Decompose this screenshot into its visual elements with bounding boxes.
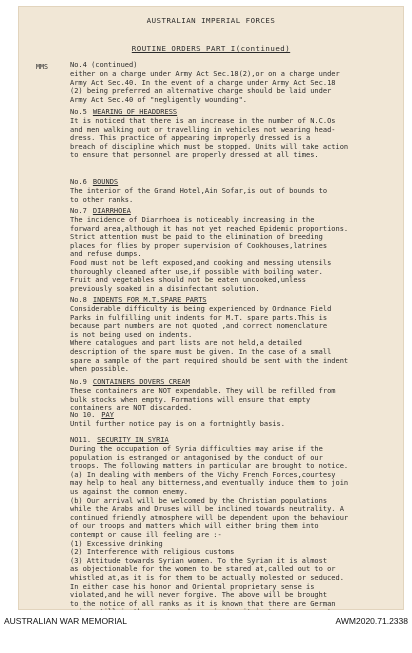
text-line: places for flies by proper supervision of Cookhouses,latrines: [70, 241, 328, 250]
caption-bar: [0, 612, 412, 632]
text-line: Considerable difficulty is being experienced by Ordnance Field: [70, 305, 332, 313]
text-line: previously soaked in a disinfectant solution.: [70, 284, 260, 293]
section-title: BOUNDS: [92, 178, 119, 186]
text-line: Parks in fulfilling unit indents for M.T. spare parts.This is: [70, 313, 328, 322]
document-page: [18, 6, 404, 610]
text-line: when possible.: [70, 365, 130, 374]
text-line: (a) In dealing with members of the Vichy French Forces,courtesy: [70, 470, 336, 479]
section-number: No.9: [70, 378, 87, 386]
text-line: to ensure that personnel are properly dressed at all times.: [70, 151, 319, 160]
text-line: spare a sample of the part required should be sent with the indent: [70, 356, 349, 365]
text-line: (2) Interference with religious customs: [70, 548, 235, 557]
text-line: dress. This practice of appearing improperly dressed is a: [70, 134, 311, 143]
section-heading: [70, 378, 190, 386]
text-line: to other ranks.: [70, 195, 134, 204]
text-line: as objectionable for the women to be stared at,called out to or: [70, 565, 336, 574]
section-number: No.4 (continued): [70, 61, 138, 69]
text-line: The incidence of Diarrhoea is noticeably increasing in the: [70, 216, 315, 224]
text-line: Army Act Sec.40. In the event of a charge under Army Act Sec.18: [70, 78, 336, 87]
section-heading: [70, 207, 131, 215]
section-heading: [70, 178, 118, 186]
text-line: During the occupation of Syria difficulties may arise if the: [70, 445, 323, 453]
section-heading: [70, 61, 137, 69]
section-number: No.7: [70, 207, 87, 215]
text-line: whistled at,as it is for them to be actually molested or seduced.: [70, 574, 344, 582]
section-title: DIARRHOEA: [92, 207, 131, 215]
text-line: continued friendly atmosphere will be dependent upon the behaviour: [70, 513, 349, 522]
text-line: Food must not be left exposed,and cooking and messing utensils: [70, 259, 332, 267]
text-line: and men walking out or travelling in vehicles not wearing head-: [70, 125, 336, 134]
section-title: SECURITY IN SYRIA: [97, 436, 169, 444]
section-heading: [70, 436, 169, 444]
text-line: The interior of the Grand Hotel,Ain Sofar,is out of bounds to: [70, 187, 328, 195]
section-number: No 10.: [70, 411, 96, 419]
caption-accession-number: AWM2020.71.2338: [335, 616, 408, 626]
text-line: population is estranged or antagonised by the conduct of our: [70, 453, 323, 462]
text-line: (3) Attitude towards Syrian women. To the Syrian it is almost: [70, 556, 328, 565]
section-number: No.5: [70, 108, 87, 116]
section-number: No.8: [70, 296, 87, 304]
text-line: is not being used on indents.: [70, 330, 193, 339]
section-number: NO11.: [70, 436, 92, 444]
section-number: No.6: [70, 178, 87, 186]
text-line: may help to heal any bitterness,and eventually induce them to join: [70, 479, 349, 488]
text-line: In either case his honor and Oriental proprietary sense is: [70, 582, 315, 591]
text-line: us against the common enemy.: [70, 488, 189, 496]
text-line: bulk stocks when empty. Formations will ensure that empty: [70, 395, 311, 404]
text-line: to the notice of all ranks as it is known that there are German: [70, 599, 336, 608]
text-line: troops. The following matters in particular are brought to notice.: [70, 462, 349, 471]
text-line: contempt or cause ill feeling are :-: [70, 531, 222, 539]
document-header: AUSTRALIAN IMPERIAL FORCES: [146, 16, 276, 25]
section-heading: [70, 411, 114, 419]
text-line: It is noticed that there is an increase in the number of N.C.Os: [70, 117, 336, 125]
section-heading: [70, 108, 177, 116]
text-line: either on a charge under Army Act Sec.18(2),or on a charge under: [70, 70, 340, 78]
section-title: CONTAINERS DOVERS CREAM: [92, 378, 190, 386]
text-line: while the Arabs and Druses will be inclined towards neutrality. A: [70, 505, 344, 514]
text-line: Fruit and vegetables should not be eaten uncooked,unless: [70, 276, 307, 285]
text-line: (b) Our arrival will be welcomed by the Christian populations: [70, 496, 328, 505]
text-line: [70, 608, 344, 610]
text-line: thoroughly cleaned after use,if possible with boiling water.: [70, 267, 323, 276]
text-line: Until further notice pay is on a fortnightly basis.: [70, 420, 285, 428]
text-line: violated,and he will never forgive. The above will be brought: [70, 591, 328, 600]
section-heading: [70, 296, 207, 304]
text-line: (2) being preferred an alternative charge should be laid under: [70, 87, 332, 96]
text-line: of our troops and matters which will either bring them into: [70, 522, 319, 531]
section-title: INDENTS FOR M.T.SPARE PARTS: [92, 296, 207, 304]
text-line: forward area,although it has not yet reached Epidemic proportions.: [70, 224, 349, 233]
section-title: WEARING OF HEADDRESS: [92, 108, 178, 116]
section-title: PAY: [101, 411, 114, 419]
text-line: Strict attention must be paid to the elimination of breeding: [70, 233, 323, 242]
text-line: Army Act Sec.40 of "negligently wounding".: [70, 95, 248, 104]
text-line: description of the spare must be given. In the case of a small: [70, 348, 332, 356]
margin-note: MMS: [36, 63, 48, 71]
text-line: Where catalogues and part lists are not held,a detailed: [70, 339, 302, 348]
text-line: breach of discipline which must be stopped. Units will take action: [70, 142, 349, 151]
text-line: These containers are NOT expendable. They will be refilled from: [70, 387, 336, 395]
document-subheader: ROUTINE ORDERS PART I(continued): [131, 44, 291, 53]
text-line: containers are NOT discarded.: [70, 404, 193, 413]
caption-institution: AUSTRALIAN WAR MEMORIAL: [4, 616, 127, 626]
text-line: (1) Excessive drinking: [70, 539, 163, 548]
text-line: and refuse dumps.: [70, 250, 142, 259]
text-line: because part numbers are not quoted ,and correct nomenclature: [70, 322, 328, 331]
